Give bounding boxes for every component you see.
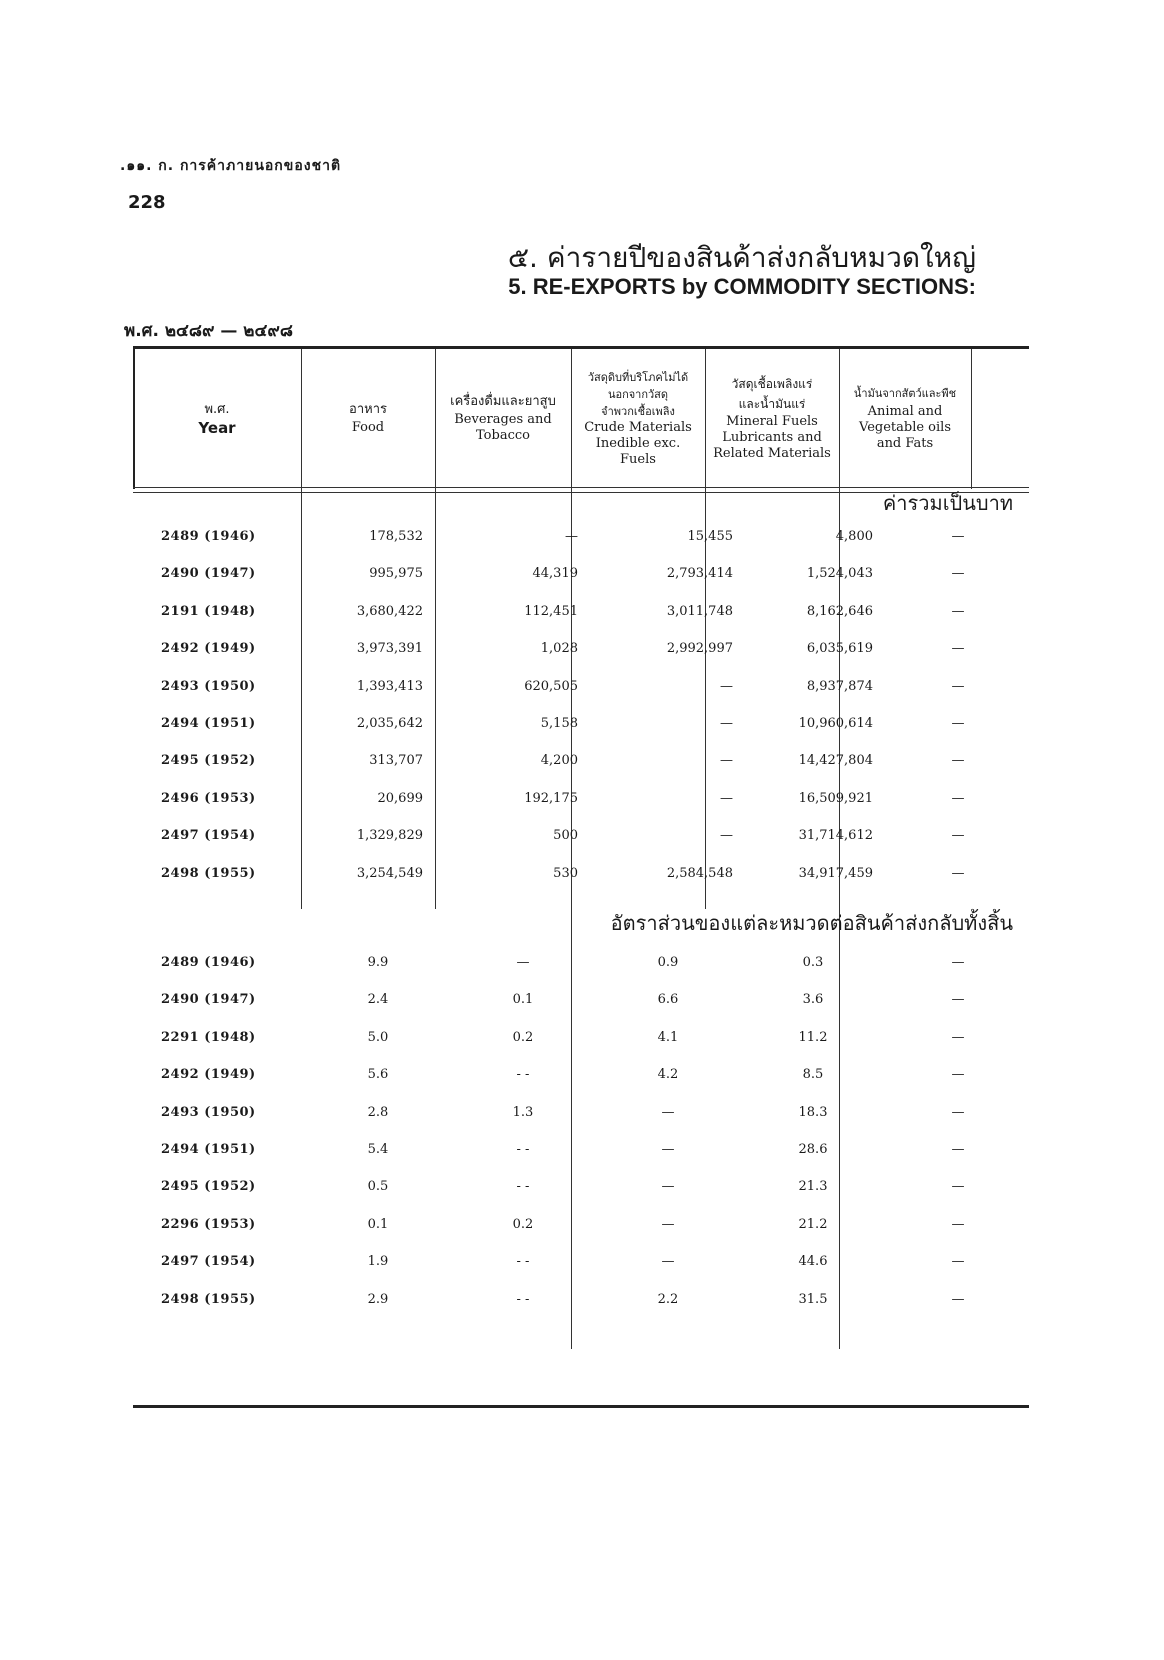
beverages-cell: 0.2 xyxy=(512,1216,534,1232)
title-english: 5. RE-EXPORTS by COMMODITY SECTIONS: xyxy=(508,274,976,299)
crude-materials-cell: — xyxy=(720,790,733,806)
year-cell: 2489 (1946) xyxy=(161,955,256,970)
food-cell: 995,975 xyxy=(369,566,423,582)
crude-materials-cell: — xyxy=(720,678,733,694)
header-crude xyxy=(571,349,705,487)
mineral-fuels-cell: 16,509,921 xyxy=(798,790,873,806)
food-cell: 2.9 xyxy=(367,1291,389,1307)
oils-cell: — xyxy=(951,1029,965,1045)
year-cell: 2296 (1953) xyxy=(161,1216,256,1232)
mineral-fuels-cell: 34,917,459 xyxy=(798,865,873,881)
oils-cell: — xyxy=(951,1216,965,1232)
oils-cell: — xyxy=(951,716,965,731)
header-animal-veg-oils xyxy=(839,349,971,487)
crude-materials-cell: — xyxy=(661,1104,675,1120)
crude-materials-cell: 2,992,997 xyxy=(666,641,733,657)
header-beverages-th: เครื่องดื่มและยาสูบ xyxy=(450,394,556,409)
crude-materials-cell: — xyxy=(661,1179,675,1195)
food-cell: 5.0 xyxy=(367,1029,389,1045)
header-fuels-th2: และน้ำมันแร่ xyxy=(738,397,806,411)
mineral-fuels-cell: 18.3 xyxy=(798,1104,828,1120)
crude-materials-cell: 3,011,748 xyxy=(666,603,733,619)
mineral-fuels-cell: 1,524,043 xyxy=(806,566,873,582)
year-cell: 2493 (1950) xyxy=(161,678,256,694)
oils-cell: — xyxy=(951,566,965,582)
oils-cell: — xyxy=(951,828,965,844)
table-row xyxy=(133,562,1029,586)
mineral-fuels-cell: 31,714,612 xyxy=(798,828,873,844)
year-cell: 2492 (1949) xyxy=(161,641,256,657)
table-row xyxy=(133,951,1029,975)
table-row xyxy=(133,787,1029,811)
year-cell: 2490 (1947) xyxy=(161,992,256,1008)
beverages-cell: 0.2 xyxy=(512,1029,534,1045)
mineral-fuels-cell: 44.6 xyxy=(798,1254,828,1270)
oils-cell: — xyxy=(951,865,965,881)
beverages-cell: 620,505 xyxy=(524,678,578,694)
header-year xyxy=(133,349,301,487)
table-row xyxy=(133,600,1029,624)
header-oils-en1: Animal and xyxy=(867,404,943,419)
beverages-cell: — xyxy=(516,955,530,970)
table-row xyxy=(133,712,1029,736)
oils-cell: — xyxy=(951,992,965,1008)
beverages-cell: 530 xyxy=(553,865,578,881)
oils-cell: — xyxy=(951,529,965,544)
year-cell: 2497 (1954) xyxy=(161,828,256,844)
crude-materials-cell: 15,455 xyxy=(687,529,733,544)
year-cell: 2191 (1948) xyxy=(161,603,256,619)
header-year-th: พ.ศ. xyxy=(204,402,230,417)
mineral-fuels-cell: 8,937,874 xyxy=(806,678,873,694)
year-cell: 2489 (1946) xyxy=(161,529,256,544)
table-row xyxy=(133,675,1029,699)
header-year-en: Year xyxy=(198,419,236,437)
header-food-th: อาหาร xyxy=(349,402,387,417)
crude-materials-cell: — xyxy=(720,753,733,769)
table-row xyxy=(133,862,1029,886)
header-crude-th2: นอกจากวัสดุ xyxy=(607,387,669,401)
crude-materials-cell: — xyxy=(661,1142,675,1157)
table-row xyxy=(133,1026,1029,1050)
page-number: 228 xyxy=(128,192,166,213)
oils-cell: — xyxy=(951,1291,965,1307)
crude-materials-cell: 2,584,548 xyxy=(666,865,733,881)
food-cell: 1.9 xyxy=(367,1254,389,1270)
beverages-cell: - - xyxy=(516,1291,530,1307)
header-fuels-th1: วัสดุเชื้อเพลิงแร่ xyxy=(731,377,813,391)
crude-materials-cell: 2.2 xyxy=(657,1291,679,1307)
header-fuels-en2: Lubricants and xyxy=(722,430,822,445)
food-cell: 313,707 xyxy=(369,753,423,769)
oils-cell: — xyxy=(951,678,965,694)
table-row xyxy=(133,525,1029,549)
header-oils-th: น้ำมันจากสัตว์และพืช xyxy=(853,387,957,400)
year-cell: 2493 (1950) xyxy=(161,1104,256,1120)
food-cell: 20,699 xyxy=(377,790,423,806)
mineral-fuels-cell: 31.5 xyxy=(798,1291,828,1307)
beverages-cell: - - xyxy=(516,1067,530,1083)
header-crude-en2: Inedible exc. xyxy=(595,435,681,451)
header-crude-th3: จำพวกเชื้อเพลิง xyxy=(601,404,675,418)
table-row xyxy=(133,1175,1029,1199)
crude-materials-cell: — xyxy=(661,1254,675,1270)
header-oils-en2: Vegetable oils xyxy=(859,420,951,435)
year-cell: 2492 (1949) xyxy=(161,1067,256,1083)
oils-cell: — xyxy=(951,790,965,806)
header-food xyxy=(301,349,435,487)
header-oils-en3: and Fats xyxy=(876,436,934,451)
header-food-en: Food xyxy=(351,420,385,435)
header-fuels-en3: Related Materials xyxy=(713,446,831,461)
food-cell: 1,393,413 xyxy=(356,678,423,694)
food-cell: 2,035,642 xyxy=(356,716,423,731)
crude-materials-cell: 4.1 xyxy=(657,1029,679,1045)
mineral-fuels-cell: 8,162,646 xyxy=(806,603,873,619)
beverages-cell: 0.1 xyxy=(512,992,534,1008)
running-head: .๑๑. ก. การค้าภายนอกของชาติ xyxy=(120,158,342,174)
food-cell: 1,329,829 xyxy=(356,828,423,844)
beverages-cell: 192,175 xyxy=(524,790,578,806)
header-beverages-en1: Beverages and xyxy=(454,412,552,427)
beverages-cell: 112,451 xyxy=(524,603,578,619)
header-fuels-en1: Mineral Fuels xyxy=(726,414,818,429)
food-cell: 3,680,422 xyxy=(356,603,423,619)
table-row xyxy=(133,1250,1029,1274)
beverages-cell: - - xyxy=(516,1179,530,1195)
food-cell: 0.5 xyxy=(367,1179,389,1195)
period-label: พ.ศ. ๒๔๘๙ — ๒๔๙๘ xyxy=(124,321,293,341)
table-row xyxy=(133,1138,1029,1162)
crude-materials-cell: — xyxy=(720,828,733,844)
beverages-cell: 1.3 xyxy=(512,1104,534,1120)
mineral-fuels-cell: 6,035,619 xyxy=(806,641,873,657)
food-cell: 9.9 xyxy=(367,955,389,970)
food-cell: 178,532 xyxy=(369,529,423,544)
table-row xyxy=(133,1288,1029,1312)
oils-cell: — xyxy=(951,955,965,970)
crude-materials-cell: 2,793,414 xyxy=(666,566,733,582)
food-cell: 5.6 xyxy=(367,1067,389,1083)
food-cell: 2.8 xyxy=(367,1104,389,1120)
crude-materials-cell: — xyxy=(720,716,733,731)
year-cell: 2498 (1955) xyxy=(161,865,256,881)
food-cell: 3,254,549 xyxy=(356,865,423,881)
mineral-fuels-cell: 4,800 xyxy=(835,529,873,544)
title-thai: ๕. ค่ารายปีของสินค้าส่งกลับหมวดใหญ่ xyxy=(507,241,976,274)
mineral-fuels-cell: 14,427,804 xyxy=(798,753,873,769)
column-divider xyxy=(971,349,972,489)
re-exports-table xyxy=(133,346,1029,1408)
oils-cell: — xyxy=(951,1067,965,1083)
table-row xyxy=(133,824,1029,848)
header-crude-en1: Crude Materials xyxy=(584,419,692,435)
crude-materials-cell: 4.2 xyxy=(657,1067,679,1083)
beverages-cell: 1,028 xyxy=(540,641,578,657)
year-cell: 2497 (1954) xyxy=(161,1254,256,1270)
oils-cell: — xyxy=(951,603,965,619)
crude-materials-cell: 0.9 xyxy=(657,955,679,970)
year-cell: 2495 (1952) xyxy=(161,1179,256,1195)
crude-materials-cell: 6.6 xyxy=(657,992,679,1008)
food-cell: 5.4 xyxy=(367,1142,389,1157)
mineral-fuels-cell: 8.5 xyxy=(802,1067,824,1083)
beverages-cell: 500 xyxy=(553,828,578,844)
table-row xyxy=(133,1101,1029,1125)
table-row xyxy=(133,749,1029,773)
header-beverages xyxy=(435,349,571,487)
mineral-fuels-cell: 11.2 xyxy=(798,1029,828,1045)
oils-cell: — xyxy=(951,1104,965,1120)
section-label-shares: อัตราส่วนของแต่ละหมวดต่อสินค้าส่งกลับทั้งสิ้น xyxy=(610,911,1013,935)
header-beverages-en2: Tobacco xyxy=(476,428,530,443)
food-cell: 0.1 xyxy=(367,1216,389,1232)
year-cell: 2490 (1947) xyxy=(161,566,256,582)
beverages-cell: - - xyxy=(516,1254,530,1270)
header-crude-en3: Fuels xyxy=(620,451,656,467)
year-cell: 2498 (1955) xyxy=(161,1291,256,1307)
oils-cell: — xyxy=(951,753,965,769)
year-cell: 2494 (1951) xyxy=(161,1142,256,1157)
food-cell: 3,973,391 xyxy=(356,641,423,657)
food-cell: 2.4 xyxy=(367,992,389,1008)
mineral-fuels-cell: 28.6 xyxy=(798,1142,828,1157)
mineral-fuels-cell: 21.3 xyxy=(798,1179,828,1195)
oils-cell: — xyxy=(951,1142,965,1157)
beverages-cell: — xyxy=(565,529,578,544)
crude-materials-cell: — xyxy=(661,1216,675,1232)
table-row xyxy=(133,1063,1029,1087)
oils-cell: — xyxy=(951,641,965,657)
table-row xyxy=(133,1213,1029,1237)
beverages-cell: 5,158 xyxy=(540,716,578,731)
beverages-cell: 4,200 xyxy=(540,753,578,769)
oils-cell: — xyxy=(951,1254,965,1270)
table-row xyxy=(133,988,1029,1012)
year-cell: 2291 (1948) xyxy=(161,1029,256,1045)
section-label-values: ค่ารวมเป็นบาท xyxy=(882,491,1013,515)
mineral-fuels-cell: 10,960,614 xyxy=(798,716,873,731)
beverages-cell: 44,319 xyxy=(532,566,578,582)
year-cell: 2495 (1952) xyxy=(161,753,256,769)
mineral-fuels-cell: 0.3 xyxy=(802,955,824,970)
header-crude-th1: วัสดุดิบที่บริโภคไม่ได้ xyxy=(587,370,689,384)
mineral-fuels-cell: 3.6 xyxy=(802,992,824,1008)
year-cell: 2496 (1953) xyxy=(161,790,256,806)
year-cell: 2494 (1951) xyxy=(161,716,256,731)
oils-cell: — xyxy=(951,1179,965,1195)
header-mineral-fuels xyxy=(705,349,839,487)
table-row xyxy=(133,637,1029,661)
beverages-cell: - - xyxy=(516,1142,530,1157)
mineral-fuels-cell: 21.2 xyxy=(798,1216,828,1232)
